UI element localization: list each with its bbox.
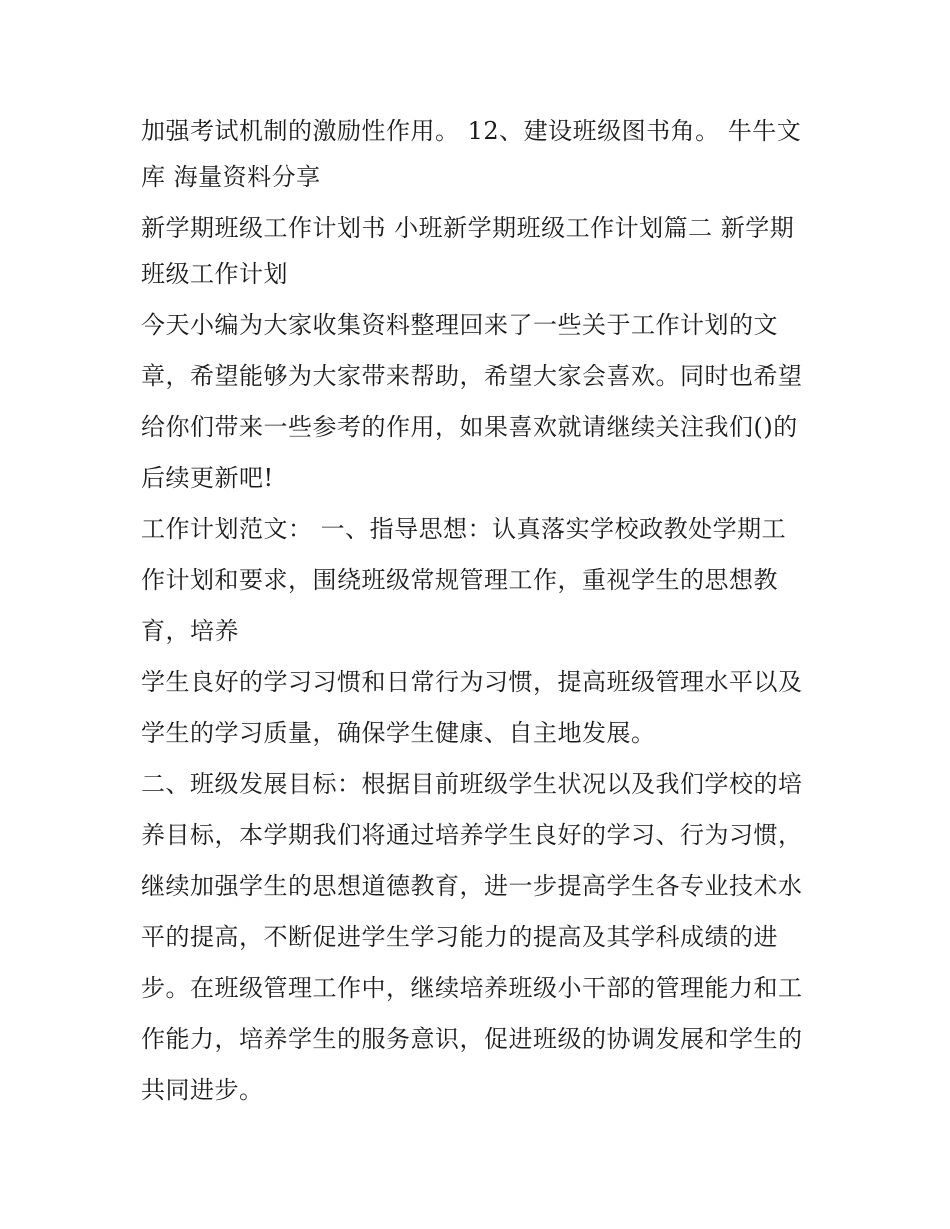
paragraph-intro [141, 300, 813, 504]
paragraph-habits [141, 657, 813, 759]
text-line: 章，希望能够为大家带来帮助，希望大家会喜欢。同时也希望 [141, 362, 803, 390]
paragraph-exam-motivation [141, 106, 813, 203]
text-line: 平的提高，不断促进学生学习能力的提高及其学科成绩的进 [141, 923, 778, 951]
text-line: 学生的学习质量，确保学生健康、自主地发展。 [141, 719, 656, 747]
text-line: 二、班级发展目标：根据目前班级学生状况以及我们学校的培 [141, 770, 803, 798]
text-line: 加强考试机制的激励性作用。 12、建设班级图书角。 牛牛文 [141, 117, 802, 145]
text-line: 作计划和要求，围绕班级常规管理工作，重视学生的思想教 [141, 566, 778, 594]
text-line: 今天小编为大家收集资料整理回来了一些关于工作计划的文 [141, 311, 778, 339]
paragraph-guiding-ideology [141, 504, 813, 657]
text-line: 养目标，本学期我们将通过培养学生良好的学习、行为习惯， [141, 821, 803, 849]
paragraph-plan-title [141, 203, 813, 300]
text-line: 新学期班级工作计划书 小班新学期班级工作计划篇二 新学期 [141, 214, 795, 242]
text-line: 继续加强学生的思想道德教育，进一步提高学生各专业技术水 [141, 872, 803, 900]
text-line: 后续更新吧! [141, 464, 274, 492]
text-line: 步。在班级管理工作中，继续培养班级小干部的管理能力和工 [141, 974, 803, 1002]
text-line: 作能力，培养学生的服务意识，促进班级的协调发展和学生的 [141, 1025, 803, 1053]
text-line: 给你们带来一些参考的作用，如果喜欢就请继续关注我们()的 [141, 413, 798, 441]
text-line: 工作计划范文： 一、指导思想：认真落实学校政教处学期工 [141, 515, 787, 543]
text-line: 学生良好的学习习惯和日常行为习惯，提高班级管理水平以及 [141, 668, 803, 696]
paragraph-development-goals [141, 759, 813, 1116]
text-line: 育，培养 [141, 617, 239, 645]
text-line: 库 海量资料分享 [141, 163, 321, 191]
text-line: 班级工作计划 [141, 260, 288, 288]
document-body [141, 106, 813, 1116]
text-line: 共同进步。 [141, 1076, 264, 1104]
